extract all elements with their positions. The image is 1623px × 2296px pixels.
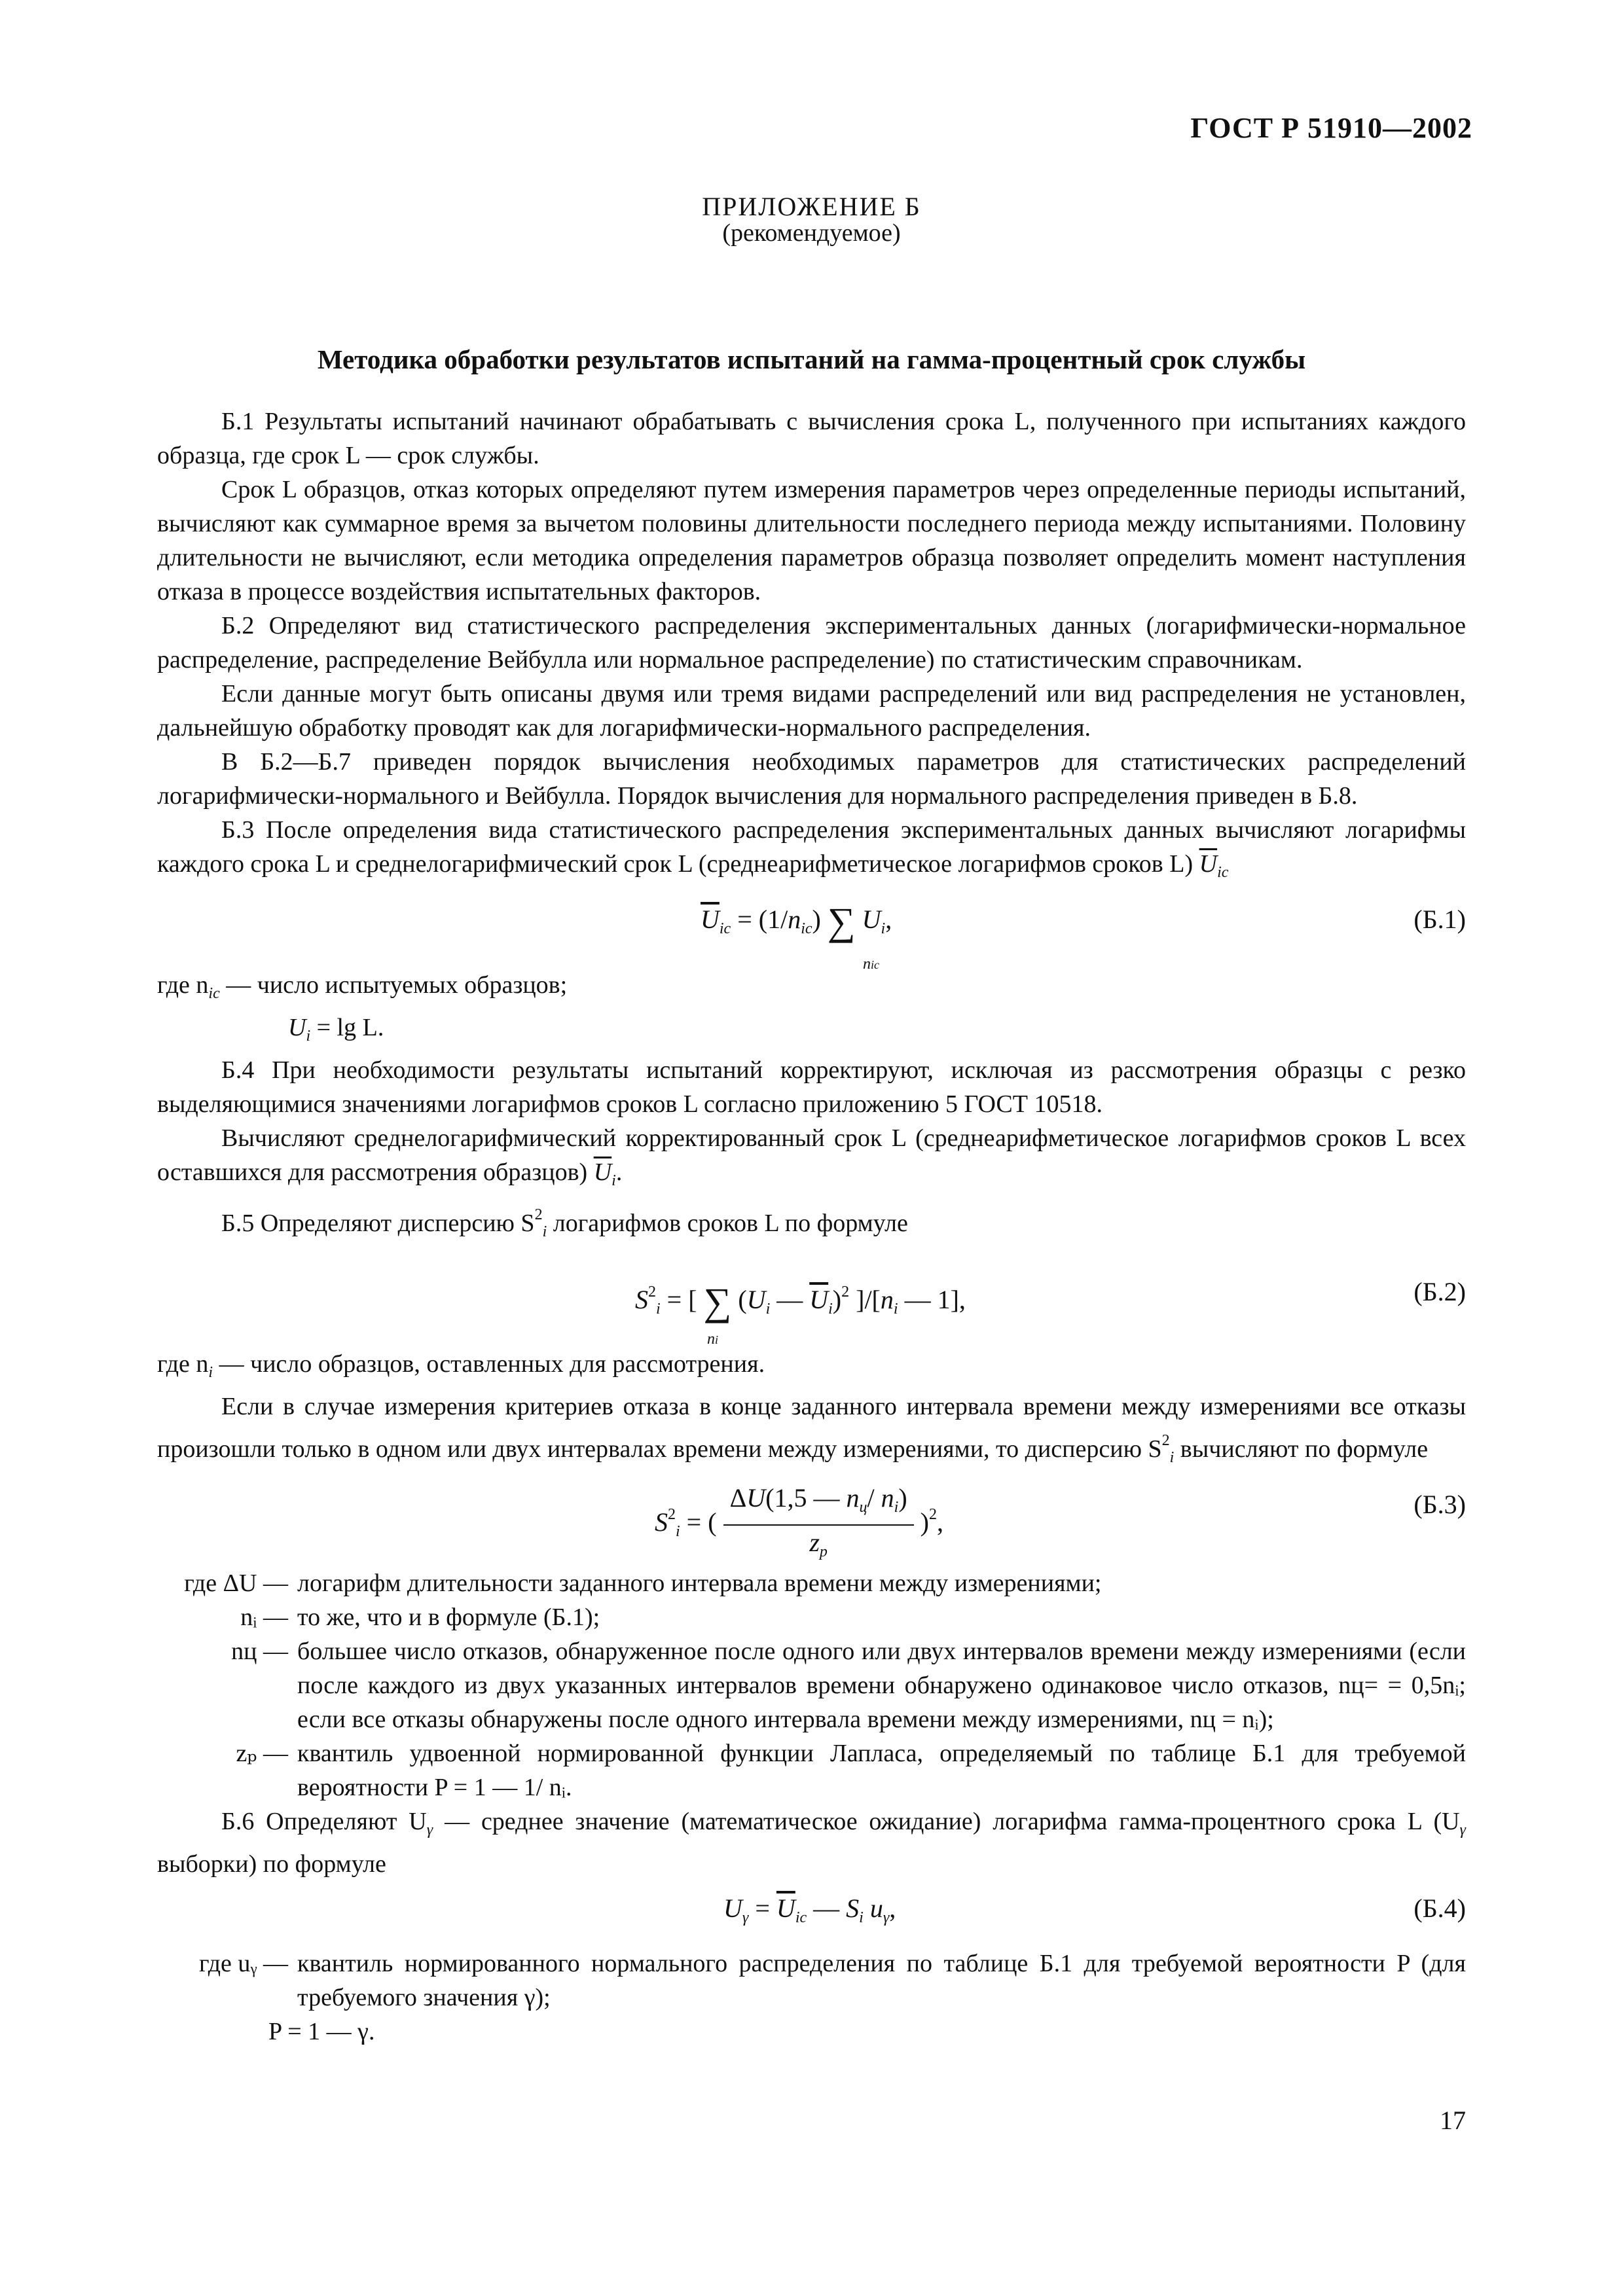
definition-item: где uᵧ — квантиль нормированного нормального распределения по таблице Б.1 для требуемой вероятности P (для требуемого значения γ); bbox=[199, 1950, 1466, 2011]
formula-b3 bbox=[157, 1475, 1466, 1566]
formula-number: (Б.4) bbox=[1413, 1893, 1466, 1923]
where-clause: где $n_{ic}$ — число испытуемых образцов; bbox=[157, 971, 568, 1002]
definition-item: nᵢ — то же, что и в формуле (Б.1); bbox=[240, 1604, 600, 1631]
equation-line: P = 1 — γ. bbox=[268, 2018, 375, 2045]
formula-expression: $S^2_i$ = ( $\frac{\Delta U(1,5 — n_ц/ n_i)}{z_p}$ )$^2$, bbox=[655, 1481, 943, 1569]
paragraph: В Б.2—Б.7 приведен порядок вычисления необходимых параметров для статистических распределений логарифмически-нормального и Вейбулла. Порядок вычисления для нормального распределения приведен в Б.8. bbox=[157, 748, 1466, 810]
where-clause: где $n_i$ — число образцов, оставленных для рассмотрения. bbox=[157, 1350, 765, 1381]
paragraph-b5: Б.5 Определяют дисперсию $S^2_i$ логарифмов сроков L по формуле bbox=[221, 1206, 908, 1240]
definitions-list bbox=[157, 1566, 1466, 1804]
formula-b4 bbox=[157, 1881, 1466, 1946]
paragraph-b3: Б.3 После определения вида статистического распределения экспериментальных данных вычисляют логарифмы каждого срока L и среднелогарифмический срок L (среднеарифметическое логарифмов сроков L) $\overline{U}_{ic}$ bbox=[157, 816, 1466, 881]
paragraph-b2: Б.2 Определяют вид статистического распределения экспериментальных данных (логарифмически-нормальное распределение, распределение Вейбулла или нормальное распределение) по статистическим справочникам. bbox=[157, 612, 1466, 673]
paragraph: Срок L образцов, отказ которых определяют путем измерения параметров через определенные периоды испытаний, вычисляют как суммарное время за вычетом половины длительности последнего периода между испытаниями. Половину длительности не вычисляют, если методика определения параметров образца позволяет определить момент наступления отказа в процессе воздействия испытательных факторов. bbox=[157, 476, 1466, 605]
formula-b2 bbox=[157, 1249, 1466, 1347]
formula-b1 bbox=[157, 889, 1466, 973]
appendix-title: ПРИЛОЖЕНИЕ Б bbox=[702, 192, 921, 221]
appendix-subtitle: (рекомендуемое) bbox=[722, 219, 901, 247]
paragraph-b1: Б.1 Результаты испытаний начинают обрабатывать с вычисления срока L, полученного при испытаниях каждого образца, где срок L — срок службы. bbox=[157, 408, 1466, 469]
paragraph-b4: Б.4 При необходимости результаты испытаний корректируют, исключая из рассмотрения образцы с резко выделяющимися значениями логарифмов сроков L согласно приложению 5 ГОСТ 10518. bbox=[157, 1056, 1466, 1118]
page-number: 17 bbox=[1440, 2106, 1466, 2135]
section-title: Методика обработки результатов испытаний на гамма-процентный срок службы bbox=[317, 344, 1306, 374]
paragraph: Вычисляют среднелогарифмический корректированный срок L (среднеарифметическое логарифмов сроков L всех оставшихся для рассмотрения образцов) $\overline{U}_i$. bbox=[157, 1124, 1466, 1189]
formula-number: (Б.3) bbox=[1413, 1490, 1466, 1519]
formula-expression: $S^2_i$ = [ ∑ ($U_i$ — $\overline{U}_i)^2$ ]$/[n_i$ — 1], ni bbox=[635, 1280, 966, 1348]
document-body bbox=[157, 404, 1466, 2049]
standard-header: ГОСТ Р 51910—2002 bbox=[1190, 112, 1472, 144]
formula-expression: $U_\gamma = \overline{U}_{ic}$ — $S_i$ $u_\gamma$, bbox=[723, 1893, 896, 1926]
formula-number: (Б.2) bbox=[1413, 1277, 1466, 1306]
paragraph-b6: Б.6 Определяют $U_\gamma$ — среднее значение (математическое ожидание) логарифма гамма-процентного срока L ($U_\gamma$ выборки) по формуле bbox=[157, 1808, 1467, 1878]
paragraph: Если данные могут быть описаны двумя или тремя видами распределений или вид распределения не установлен, дальнейшую обработку проводят как для логарифмически-нормального распределения. bbox=[157, 680, 1466, 742]
where-clause: $U_i = \lg L$. bbox=[288, 1014, 384, 1045]
definition-item: где ΔU — логарифм длительности заданного интервала времени между измерениями; bbox=[184, 1570, 1102, 1597]
formula-expression: $\overline{U}_{ic} = (1/n_{ic})$ ∑ $U_i$, nic bbox=[701, 900, 892, 973]
definition-item: nц — большее число отказов, обнаруженное после одного или двух интервалов времени между измерениями (если после каждого из двух указанных интервалов времени обнаружено одинаковое число отказов, nц= = 0,5nᵢ; если все отказы обнаружены после одного интервала времени между измерениями, nц = nᵢ); bbox=[231, 1638, 1466, 1733]
formula-number: (Б.1) bbox=[1413, 905, 1466, 934]
paragraph: Если в случае измерения критериев отказа в конце заданного интервала времени между измерениями все отказы произошли только в одном или двух интервалах времени между измерениями, то дисперсию $S^2_i$ вычисляют по формуле bbox=[157, 1393, 1466, 1466]
definition-item: zₚ — квантиль удвоенной нормированной функции Лапласа, определяемый по таблице Б.1 для требуемой вероятности P = 1 — 1/ nᵢ. bbox=[236, 1740, 1466, 1801]
